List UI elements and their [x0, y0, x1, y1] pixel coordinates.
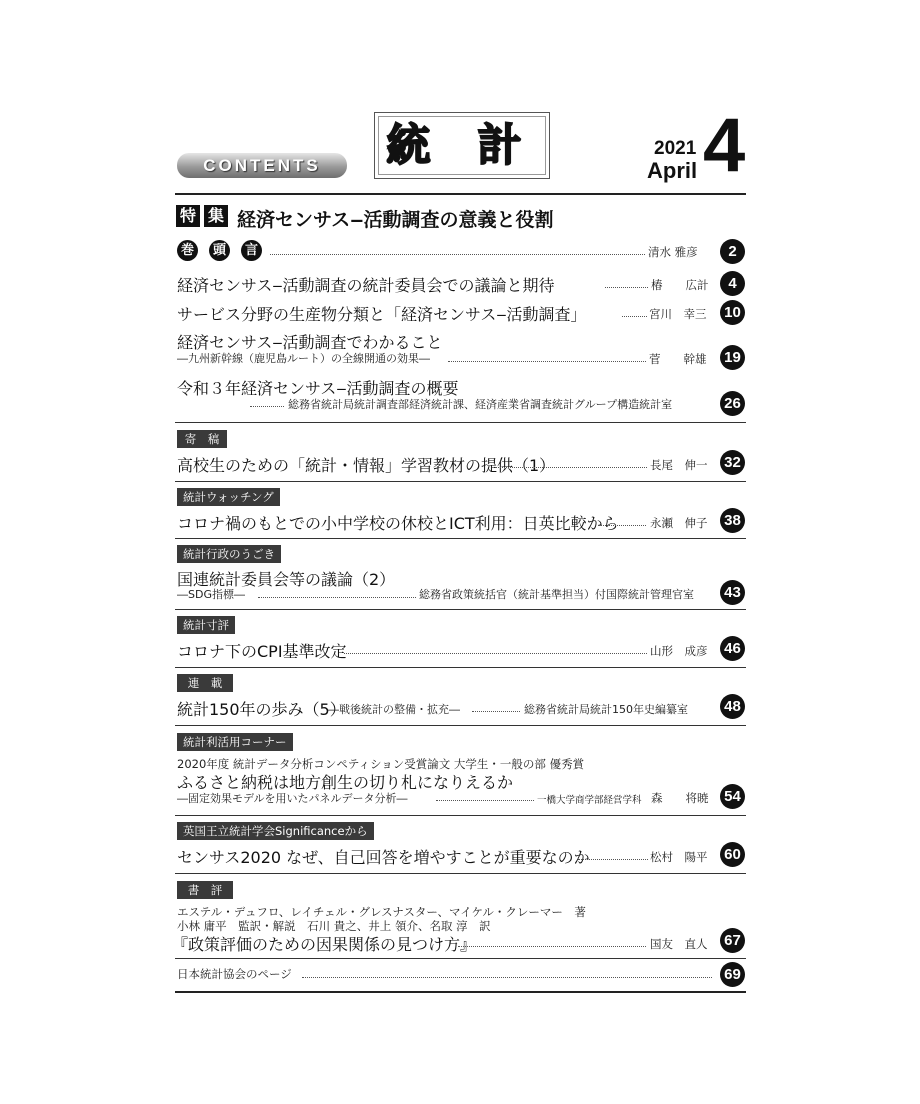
- leader: [344, 653, 647, 654]
- divider: [175, 667, 746, 668]
- page-number[interactable]: 43: [720, 580, 745, 605]
- feature-tag-2: 集: [204, 205, 228, 227]
- page-number[interactable]: 32: [720, 450, 745, 475]
- section-label: 英国王立統計学会Significanceから: [177, 822, 374, 840]
- society-page-title[interactable]: 日本統計協会のページ: [177, 967, 292, 981]
- feature-tag-1: 特: [176, 205, 200, 227]
- divider: [175, 609, 746, 610]
- page-number[interactable]: 67: [720, 928, 745, 953]
- page-number[interactable]: 48: [720, 694, 745, 719]
- award-line: 2020年度 統計データ分析コンペティション受賞論文 大学生・一般の部 優秀賞: [177, 757, 585, 771]
- page-number[interactable]: 10: [720, 300, 745, 325]
- feature-title: 経済センサス‒活動調査の意義と役割: [237, 209, 554, 231]
- divider: [175, 815, 746, 816]
- page-number[interactable]: 60: [720, 842, 745, 867]
- article-subtitle: ―九州新幹線（鹿児島ルート）の全線開通の効果―: [177, 352, 430, 365]
- leader: [448, 361, 646, 362]
- feature-article-title[interactable]: 令和３年経済センサス‒活動調査の概要: [177, 379, 459, 398]
- section-label: 統計行政のうごき: [177, 545, 281, 563]
- section-label: 統計寸評: [177, 616, 235, 634]
- section-article-title[interactable]: ふるさと納税は地方創生の切り札になりえるか: [177, 773, 514, 792]
- feature-article-title[interactable]: 経済センサス‒活動調査の統計委員会での議論と期待: [177, 276, 555, 295]
- divider: [175, 538, 746, 539]
- leader: [302, 977, 712, 978]
- article-author: 長尾 伸一: [650, 458, 708, 472]
- page-number[interactable]: 2: [720, 239, 745, 264]
- section-article-title[interactable]: 統計150年の歩み（5）: [177, 700, 346, 719]
- preface-char-1: 巻: [177, 240, 198, 261]
- preface-char-3: 言: [241, 240, 262, 261]
- article-author: 山形 成彦: [650, 644, 708, 658]
- article-author: 永瀬 伸子: [650, 516, 708, 530]
- leader: [598, 525, 646, 526]
- divider: [175, 958, 746, 959]
- article-author: 椿 広計: [651, 278, 709, 292]
- article-subtitle: ―固定効果モデルを用いたパネルデータ分析―: [177, 792, 408, 805]
- article-subtitle: ―SDG指標―: [177, 588, 245, 601]
- issue-number: 4: [703, 103, 746, 188]
- article-author: 松村 陽平: [650, 850, 708, 864]
- leader: [458, 946, 646, 947]
- section-label: 寄 稿: [177, 430, 227, 448]
- leader: [270, 254, 645, 255]
- preface-char-2: 頭: [209, 240, 230, 261]
- issue-month: April: [647, 158, 698, 183]
- page-number[interactable]: 19: [720, 345, 745, 370]
- book-authors: エステル・デュフロ、レイチェル・グレスナスター、マイケル・クレーマー 著: [177, 905, 586, 919]
- page-number[interactable]: 69: [720, 962, 745, 987]
- section-label: 書 評: [177, 881, 233, 899]
- footer-rule: [175, 991, 746, 993]
- page-number[interactable]: 38: [720, 508, 745, 533]
- page-number[interactable]: 54: [720, 784, 745, 809]
- leader: [258, 597, 416, 598]
- divider: [175, 422, 746, 423]
- preface-author: 清水 雅彦: [648, 245, 698, 259]
- contents-label: CONTENTS: [177, 153, 347, 178]
- section-article-title[interactable]: センサス2020 なぜ、自己回答を増やすことが重要なのか: [177, 848, 590, 867]
- leader: [250, 406, 284, 407]
- feature-article-title[interactable]: 経済センサス‒活動調査でわかること: [177, 333, 443, 352]
- section-article-title[interactable]: 高校生のための「統計・情報」学習教材の提供（1）: [177, 456, 556, 475]
- leader: [622, 316, 647, 317]
- section-article-title[interactable]: 国連統計委員会等の議論（2）: [177, 570, 396, 589]
- page-number[interactable]: 46: [720, 636, 745, 661]
- issue-year: 2021: [654, 138, 697, 159]
- section-article-title[interactable]: コロナ下のCPI基準改定: [177, 642, 347, 661]
- feature-article-title[interactable]: サービス分野の生産物分類と「経済センサス‒活動調査」: [177, 305, 587, 324]
- leader: [605, 287, 648, 288]
- section-label: 連 載: [177, 674, 233, 692]
- article-author: 宮川 幸三: [649, 307, 707, 321]
- page-number[interactable]: 26: [720, 391, 745, 416]
- divider: [175, 725, 746, 726]
- section-label: 統計ウォッチング: [177, 488, 280, 506]
- article-subtitle: ―戦後統計の整備・拡充―: [328, 703, 460, 716]
- magazine-title-box: [374, 112, 550, 179]
- leader: [472, 711, 520, 712]
- author-affiliation: 一橋大学商学部経営学科: [537, 795, 642, 806]
- section-article-title[interactable]: 『政策評価のための因果関係の見つけ方』: [172, 935, 477, 954]
- section-label: 統計利活用コーナー: [177, 733, 293, 751]
- header-rule: [175, 193, 746, 195]
- divider: [175, 873, 746, 874]
- article-author: 国友 直人: [650, 937, 708, 951]
- page-number[interactable]: 4: [720, 271, 745, 296]
- article-author: 総務省政策統括官（統計基準担当）付国際統計管理官室: [419, 588, 694, 601]
- section-article-title[interactable]: コロナ禍のもとでの小中学校の休校とICT利用：日英比較から: [177, 514, 619, 533]
- leader: [578, 859, 648, 860]
- article-author: 森 将暁: [651, 791, 709, 805]
- article-author: 総務省統計局統計調査部経済統計課、経済産業省調査統計グループ構造統計室: [288, 398, 673, 411]
- book-translators: 小林 庸平 監訳・解説 石川 貴之、井上 領介、名取 淳 訳: [177, 919, 491, 933]
- leader: [495, 467, 647, 468]
- magazine-title: 統 計: [386, 120, 538, 171]
- article-author: 総務省統計局統計150年史編纂室: [524, 703, 688, 716]
- divider: [175, 481, 746, 482]
- article-author: 菅 幹雄: [649, 352, 707, 366]
- leader: [436, 800, 534, 801]
